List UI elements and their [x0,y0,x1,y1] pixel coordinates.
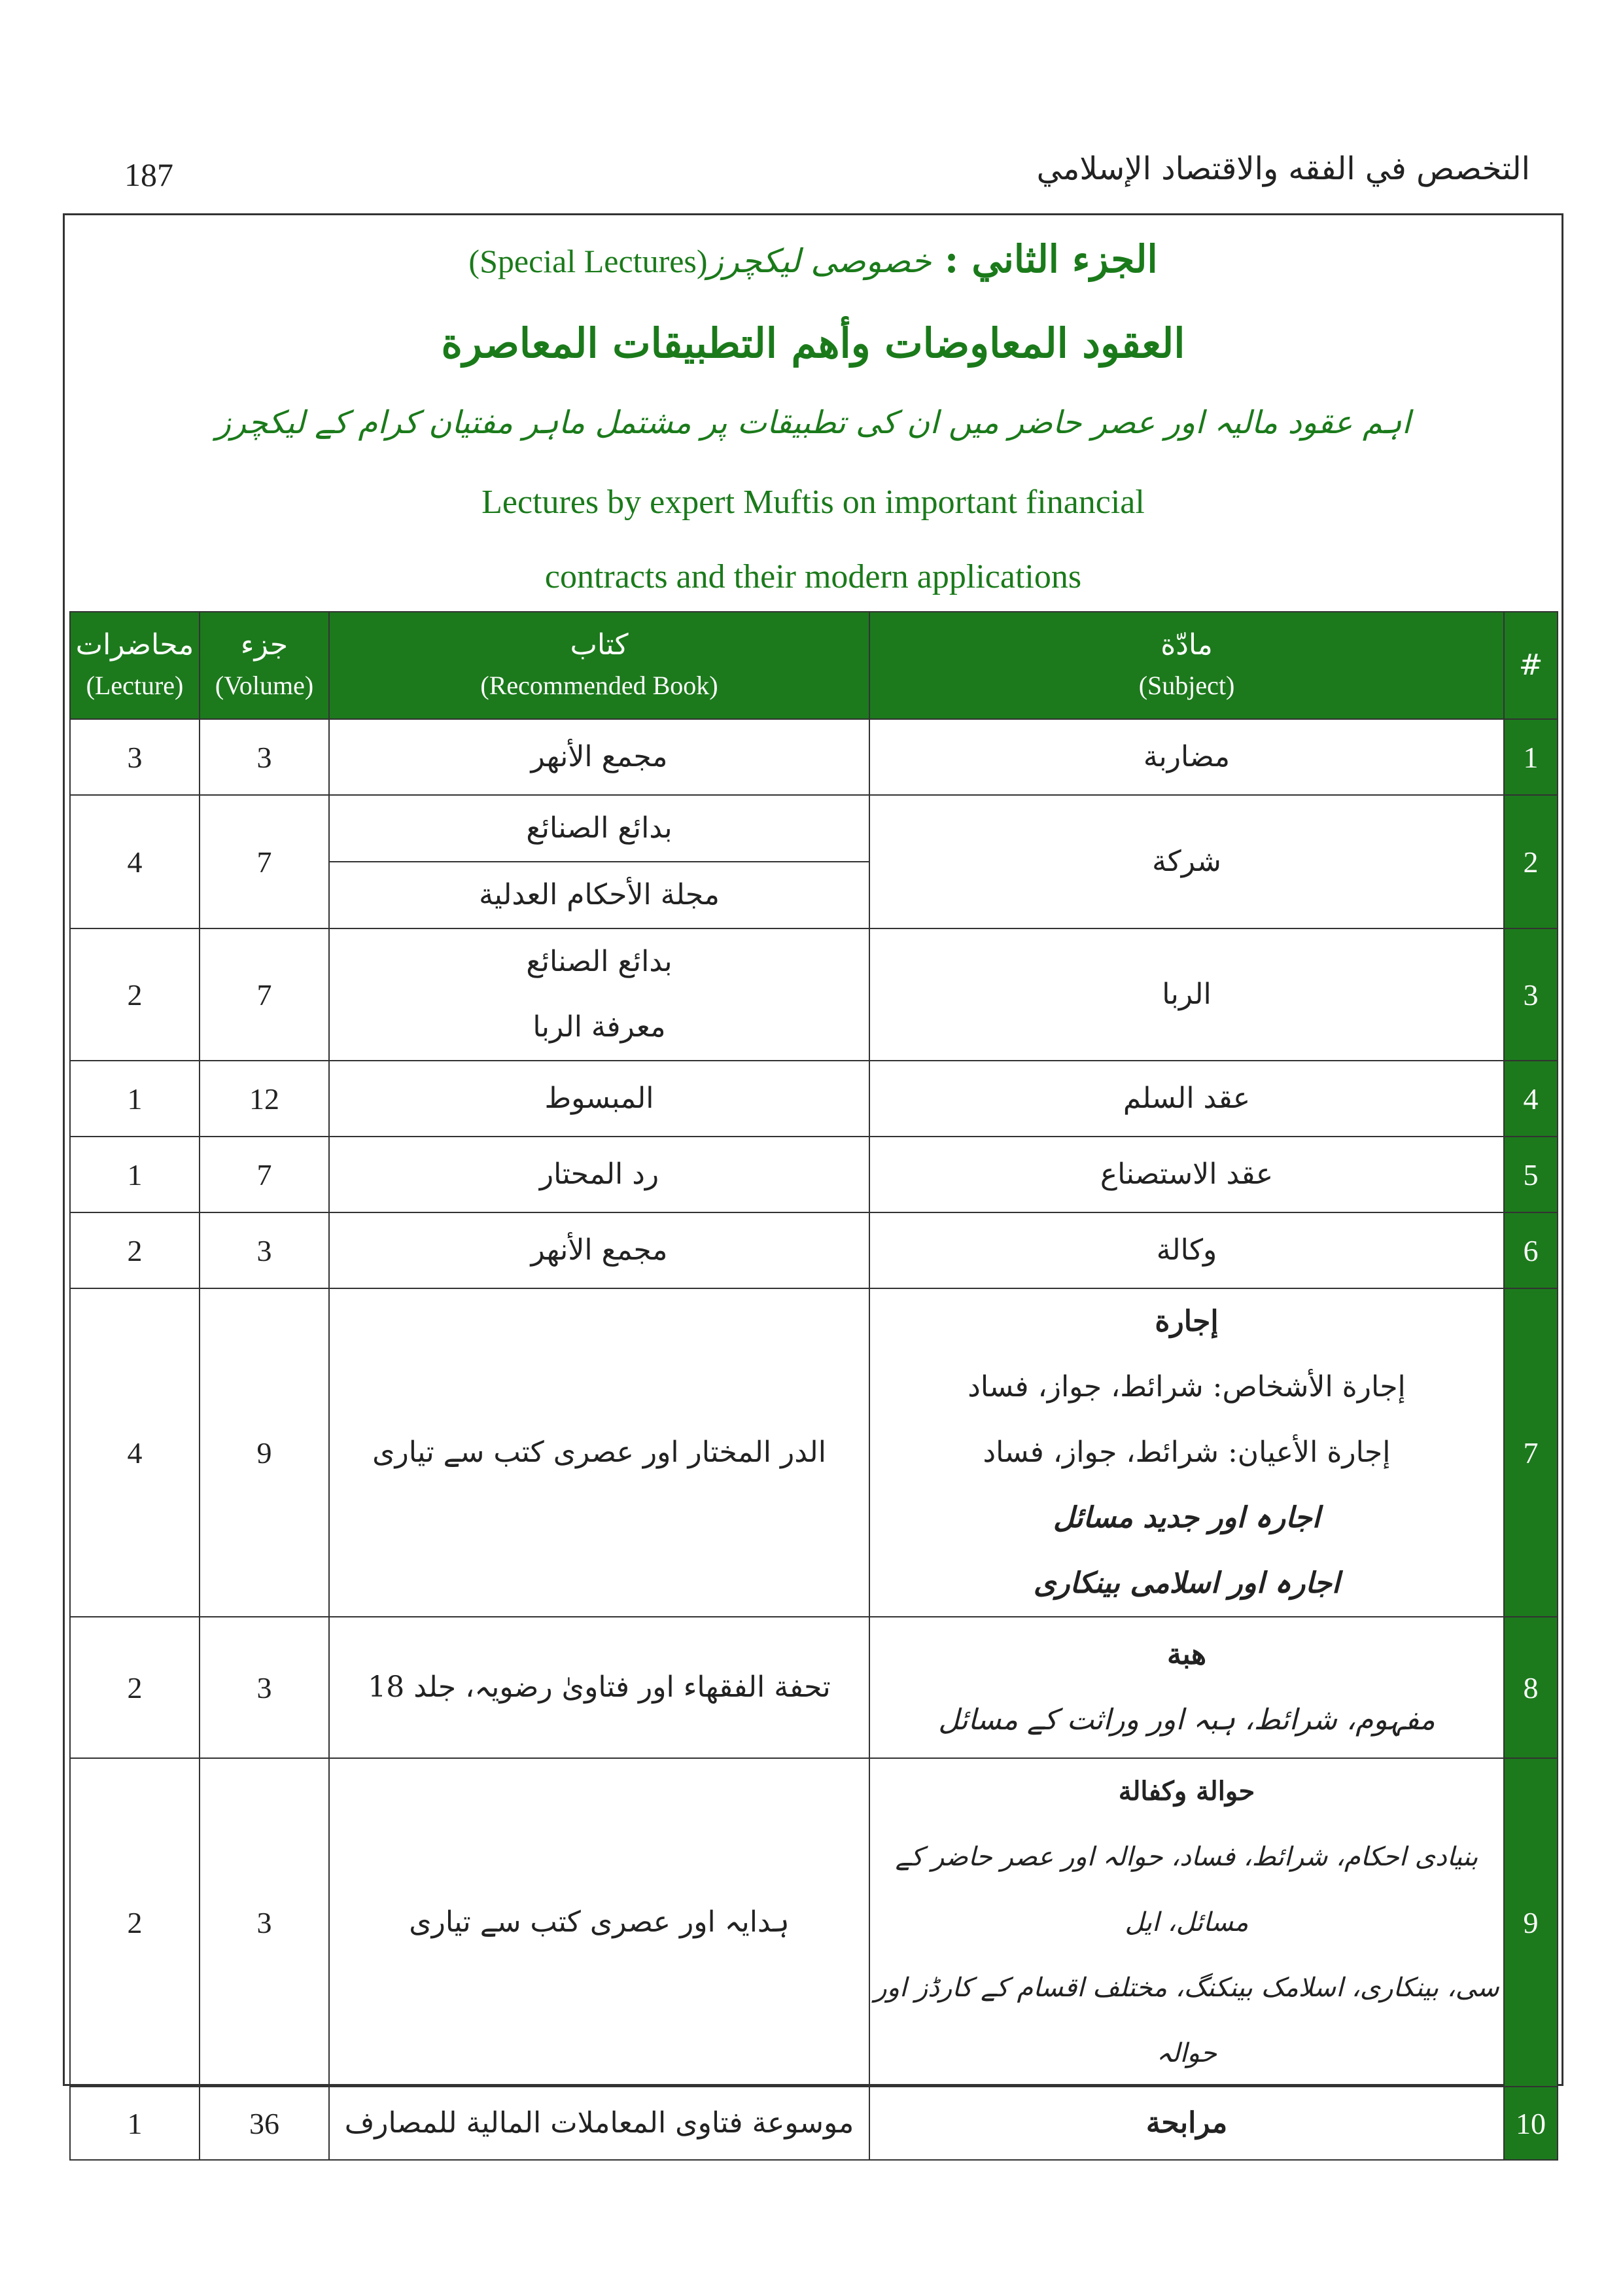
lectures-cell: 2 [70,1212,200,1288]
header-book [329,612,869,719]
lectures-cell: 1 [70,1061,200,1137]
english-subtitle-line-1: Lectures by expert Muftis on important financial [481,484,1145,521]
index-cell: 2 [1504,795,1558,928]
subject-cell [869,1758,1504,2087]
part-title-urdu: خصوصی لیکچرز [707,242,932,280]
table-header-row [70,612,1558,719]
header-lecture [70,612,200,719]
volume-cell: 3 [200,1212,329,1288]
lectures-cell: 4 [70,795,200,928]
volume-cell: 3 [200,1758,329,2087]
part-title-arabic: الجزء الثاني : [944,237,1158,281]
book-cell: رد المحتار [329,1137,869,1212]
subject-cell: عقد الاستصناع [869,1137,1504,1212]
subject-detail: بنیادی احکام، شرائط، فساد، حوالہ اور عصر حاضر کے مسائل، ایل [895,1842,1478,1937]
subject-title: إجارة [1155,1305,1219,1338]
index-cell: 5 [1504,1137,1558,1212]
book-line: بدائع الصنائع [526,945,672,978]
book-cell [329,928,869,1061]
subject-cell: شركة [869,795,1504,928]
index-cell: 1 [1504,719,1558,795]
header-lecture-ar: محاضرات [75,628,194,662]
table-row [70,2087,1558,2160]
table-row [70,928,1558,1061]
part-title-english: (Special Lectures) [468,243,708,279]
subject-cell [869,1288,1504,1617]
volume-cell: 9 [200,1288,329,1617]
header-book-en: (Recommended Book) [480,671,718,700]
subject-detail: اجارہ اور اسلامی بینکاری [1033,1566,1340,1600]
book-cell: المبسوط [329,1061,869,1137]
subject-detail: إجارة الأعيان: شرائط، جواز، فساد [983,1436,1391,1469]
header-volume [200,612,329,719]
subject-cell: مضاربة [869,719,1504,795]
header-subject [869,612,1504,719]
header-subject-en: (Subject) [1138,671,1235,700]
book-cell: الدر المختار اور عصری کتب سے تیاری [329,1288,869,1617]
urdu-subtitle: اہم عقود مالیہ اور عصر حاضر میں ان کی تطبیقات پر مشتمل ماہر مفتیان کرام کے لیکچرز [215,404,1411,441]
index-cell: 6 [1504,1212,1558,1288]
index-cell: 7 [1504,1288,1558,1617]
lectures-cell: 1 [70,2087,200,2160]
table-row [70,1288,1558,1617]
lectures-cell: 2 [70,1758,200,2087]
table-row [70,1212,1558,1288]
volume-cell: 7 [200,928,329,1061]
table-row [70,1137,1558,1212]
book-line: بدائع الصنائع [526,811,672,845]
course-table [69,611,1558,2161]
book-line: معرفة الربا [532,1010,666,1044]
lectures-cell: 3 [70,719,200,795]
index-cell: 4 [1504,1061,1558,1137]
lectures-cell: 4 [70,1288,200,1617]
book-cell: موسوعة فتاوى المعاملات المالية للمصارف [329,2087,869,2160]
subject-detail: سی، بینکاری، اسلامک بینکنگ، مختلف اقسام کے کارڈز اور حوالہ [874,1973,1499,2068]
header-volume-en: (Volume) [215,671,314,700]
table-row [70,1617,1558,1758]
volume-cell: 7 [200,1137,329,1212]
lectures-cell: 2 [70,928,200,1061]
book-cell: ہدایہ اور عصری کتب سے تیاری [329,1758,869,2087]
header-index: # [1504,612,1558,719]
subject-cell [869,1617,1504,1758]
volume-cell: 7 [200,795,329,928]
book-cell: مجمع الأنهر [329,719,869,795]
index-cell: 10 [1504,2087,1558,2160]
index-cell: 9 [1504,1758,1558,2087]
book-cell: مجمع الأنهر [329,1212,869,1288]
book-cell: تحفة الفقهاء اور فتاویٰ رضویہ، جلد 18 [329,1617,869,1758]
volume-cell: 36 [200,2087,329,2160]
header-book-ar: كتاب [570,628,629,662]
volume-cell: 3 [200,1617,329,1758]
index-cell: 8 [1504,1617,1558,1758]
running-head: التخصص في الفقه والاقتصاد الإسلامي [1036,150,1530,187]
page-number: 187 [124,156,173,193]
volume-cell: 3 [200,719,329,795]
table-row [70,795,1558,928]
subject-detail: اجارہ اور جدید مسائل [1053,1501,1320,1534]
table-row [70,1758,1558,2087]
book-cell [329,795,869,928]
header-subject-ar: مادّة [1161,628,1213,662]
header-volume-ar: جزء [240,628,288,662]
subject-cell: عقد السلم [869,1061,1504,1137]
book-line: مجلة الأحكام العدلية [330,861,869,928]
index-cell: 3 [1504,928,1558,1061]
header-lecture-en: (Lecture) [86,671,184,700]
lectures-cell: 2 [70,1617,200,1758]
part-title [63,237,1563,281]
lectures-cell: 1 [70,1137,200,1212]
volume-cell: 12 [200,1061,329,1137]
subject-title: حوالة وكفالة [1118,1776,1255,1807]
subject-cell: مرابحة [869,2087,1504,2160]
subject-detail: إجارة الأشخاص: شرائط، جواز، فساد [968,1370,1406,1404]
subject-cell: وكالة [869,1212,1504,1288]
subject-cell: الربا [869,928,1504,1061]
english-subtitle-line-2: contracts and their modern applications [544,558,1082,595]
table-row [70,1061,1558,1137]
subject-title: هبة [1166,1638,1207,1671]
subject-detail: مفہوم، شرائط، ہبہ اور وراثت کے مسائل [938,1703,1435,1737]
arabic-title: العقود المعاوضات وأهم التطبيقات المعاصرة [441,319,1185,367]
table-row [70,719,1558,795]
